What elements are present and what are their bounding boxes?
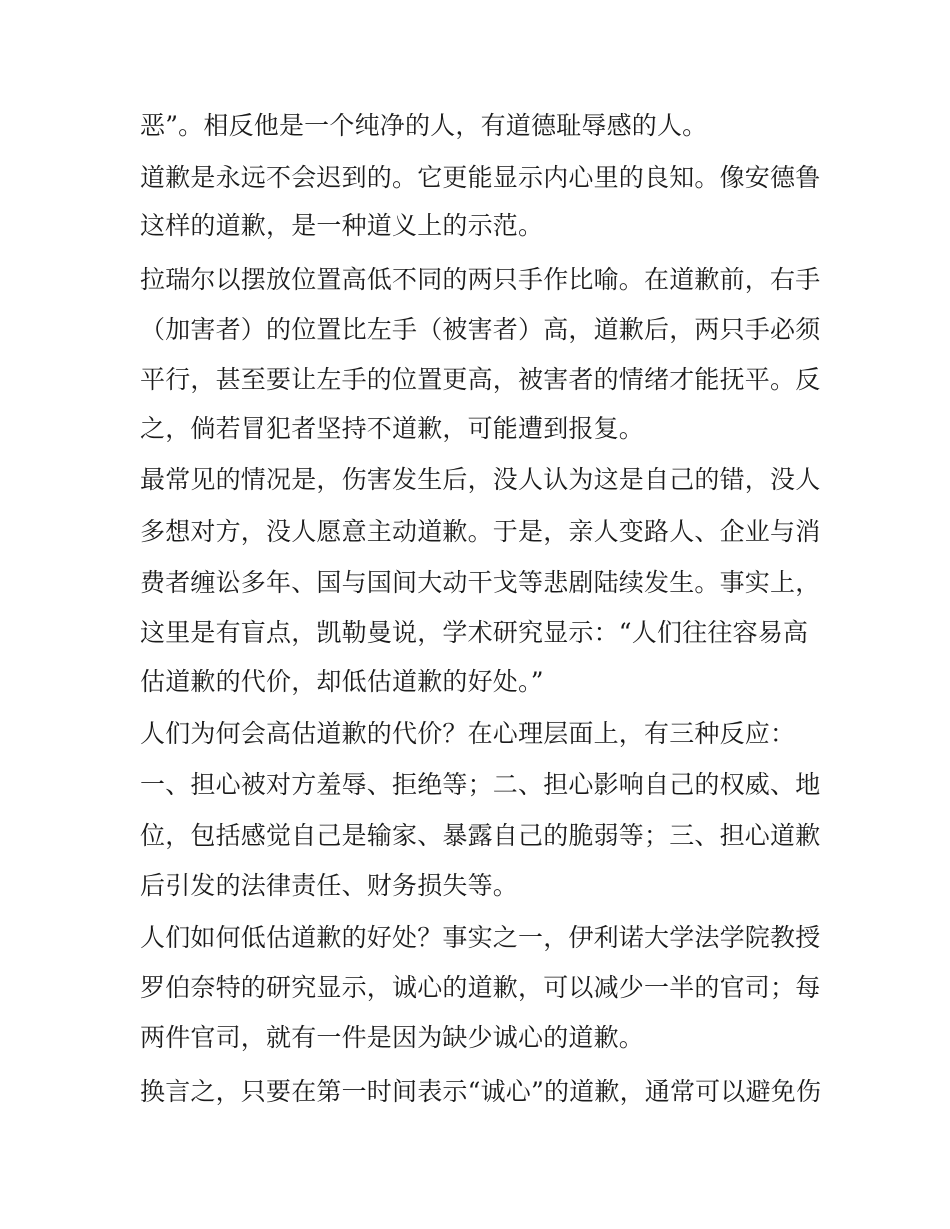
text-line-10: 费者缠讼多年、国与国间大动干戈等悲剧陆续发生。事实上， xyxy=(140,568,821,597)
text-line-3: 这样的道歉，是一种道义上的示范。 xyxy=(140,211,544,240)
text-line-12: 估道歉的代价，却低估道歉的好处。” xyxy=(140,667,544,696)
text-line-5: （加害者）的位置比左手（被害者）高，道歉后，两只手必须 xyxy=(140,315,821,344)
text-line-15: 位，包括感觉自己是输家、暴露自己的脆弱等；三、担心道歉 xyxy=(140,821,821,850)
text-line-4: 拉瑞尔以摆放位置高低不同的两只手作比喻。在道歉前，右手 xyxy=(140,265,821,294)
text-line-16: 后引发的法律责任、财务损失等。 xyxy=(140,871,519,900)
text-line-7: 之，倘若冒犯者坚持不道歉，可能遭到报复。 xyxy=(140,414,645,443)
text-line-11: 这里是有盲点，凯勒曼说，学术研究显示：“人们往往容易高 xyxy=(140,618,809,647)
text-line-20: 换言之，只要在第一时间表示“诚心”的道歉，通常可以避免伤 xyxy=(140,1077,822,1106)
text-line-17: 人们如何低估道歉的好处？事实之一，伊利诺大学法学院教授 xyxy=(140,923,821,952)
text-line-9: 多想对方，没人愿意主动道歉。于是，亲人变路人、企业与消 xyxy=(140,517,821,546)
text-line-18: 罗伯奈特的研究显示，诚心的道歉，可以减少一半的官司；每 xyxy=(140,973,821,1002)
text-line-8: 最常见的情况是，伤害发生后，没人认为这是自己的错，没人 xyxy=(140,465,821,494)
text-line-13: 人们为何会高估道歉的代价？在心理层面上，有三种反应： xyxy=(140,719,796,748)
text-line-6: 平行，甚至要让左手的位置更高，被害者的情绪才能抚平。反 xyxy=(140,365,821,394)
text-line-1: 恶”。相反他是一个纯净的人，有道德耻辱感的人。 xyxy=(140,111,708,140)
text-line-19: 两件官司，就有一件是因为缺少诚心的道歉。 xyxy=(140,1023,645,1052)
text-line-14: 一、担心被对方羞辱、拒绝等；二、担心影响自己的权威、地 xyxy=(140,770,821,799)
text-line-2: 道歉是永远不会迟到的。它更能显示内心里的良知。像安德鲁 xyxy=(140,163,821,192)
